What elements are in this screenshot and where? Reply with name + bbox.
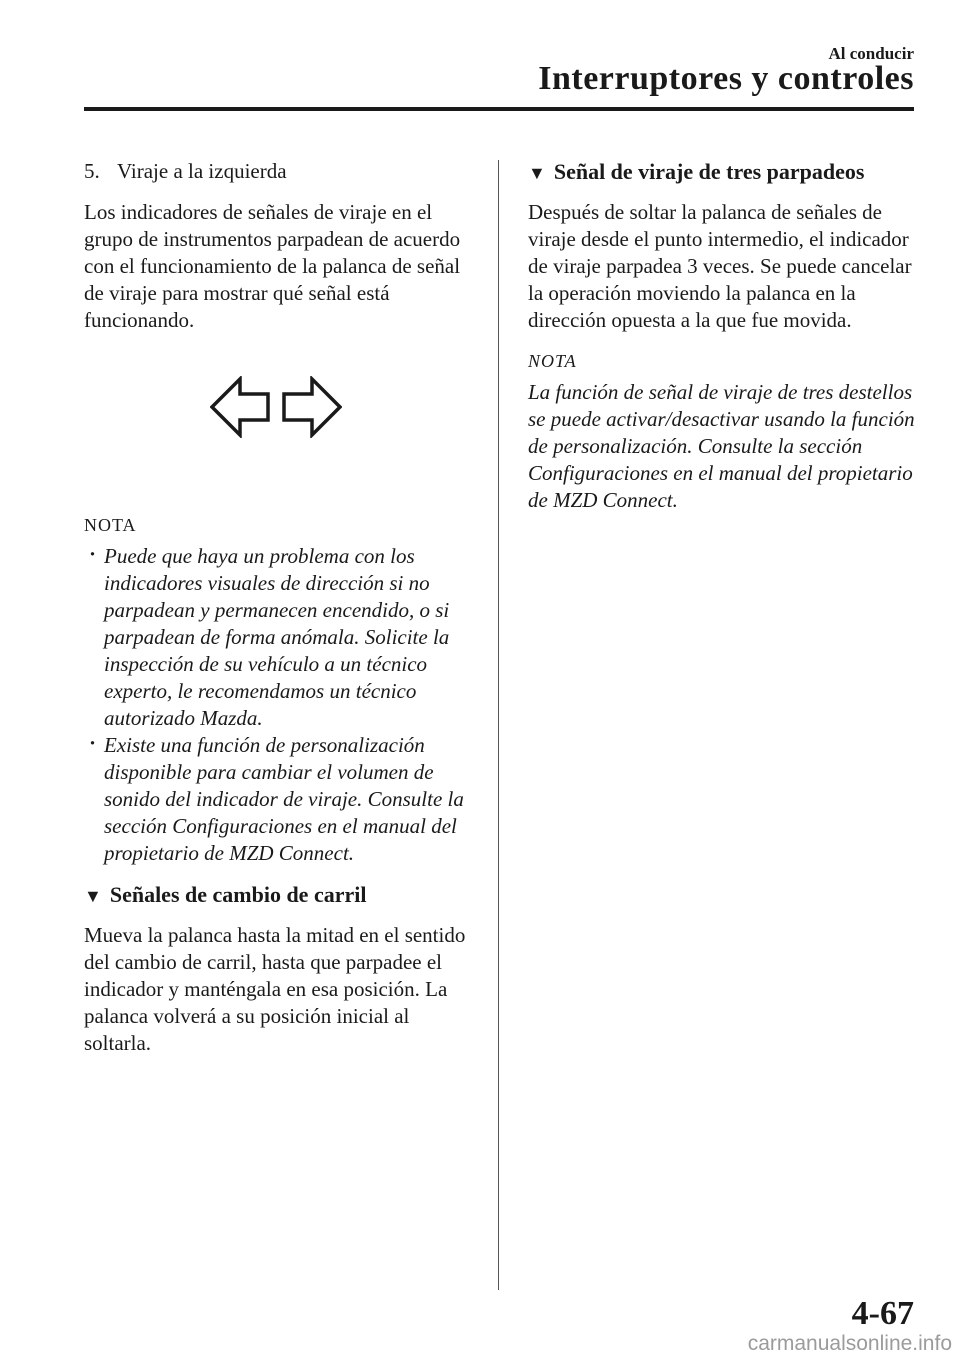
note-label: NOTA: [528, 351, 577, 371]
triangle-down-icon: ▼: [528, 163, 546, 183]
right-turn-arrow-icon: [284, 379, 340, 435]
note-bullet-item: · Puede que haya un problema con los indicadores visuales de dirección si no parpadean y permanecen encendido, o si parpadean de forma anómala. Solicite la inspección de su vehículo a un técnico experto, le recomendamos un técnico autorizado Mazda.: [104, 543, 479, 732]
list-item-number: 5.: [84, 159, 100, 183]
section-heading-lane-change: [84, 881, 479, 910]
page-title: Interruptores y controles: [538, 60, 914, 97]
left-column: [84, 158, 479, 1071]
section-heading-text: Señal de viraje de tres parpadeos: [553, 159, 865, 184]
three-blink-paragraph: Después de soltar la palanca de señales de viraje desde el punto intermedio, el indicador de viraje parpadea 3 veces. Se puede cancelar la operación moviendo la palanca en la dirección opuesta a la que fue movida.: [528, 200, 912, 332]
right-column: [528, 158, 918, 528]
lane-change-paragraph: Mueva la palanca hasta la mitad en el sentido del cambio de carril, hasta que parpadee el indicador y manténgala en esa posición. La palanca volverá a su posición inicial al soltarla.: [84, 923, 466, 1055]
note-label: NOTA: [84, 515, 137, 535]
header-divider: [84, 107, 914, 111]
left-turn-arrow-icon: [212, 379, 268, 435]
turn-indicator-figure: [84, 376, 479, 472]
list-item: [84, 158, 479, 185]
turn-signal-paragraph: Los indicadores de señales de viraje en el grupo de instrumentos parpadean de acuerdo con el funcionamiento de la palanca de señal de viraje para mostrar qué señal está funcionando.: [84, 200, 461, 332]
section-heading-three-blink: [528, 158, 918, 187]
triangle-down-icon: ▼: [84, 886, 102, 906]
note-text: La función de señal de viraje de tres destellos se puede activar/desactivar usando la función de personalización. Consulte la sección Configuraciones en el manual del propietario de MZD Connect.: [528, 380, 915, 512]
section-heading-text: Señales de cambio de carril: [109, 882, 367, 907]
column-divider: [498, 160, 499, 1290]
note-bullet-list: [84, 543, 479, 867]
note-bullet-item: · Existe una función de personalización disponible para cambiar el volumen de sonido del indicador de viraje. Consulte la sección Configuraciones en el manual del propietario de MZD Connect.: [104, 732, 479, 867]
list-item-text: Viraje a la izquierda: [117, 159, 287, 183]
turn-indicator-graphic: [210, 376, 342, 438]
header-section-label: Al conducir: [828, 44, 914, 63]
watermark: carmanualsonline.info: [747, 1332, 952, 1355]
page-number: 4-67: [851, 1295, 914, 1332]
